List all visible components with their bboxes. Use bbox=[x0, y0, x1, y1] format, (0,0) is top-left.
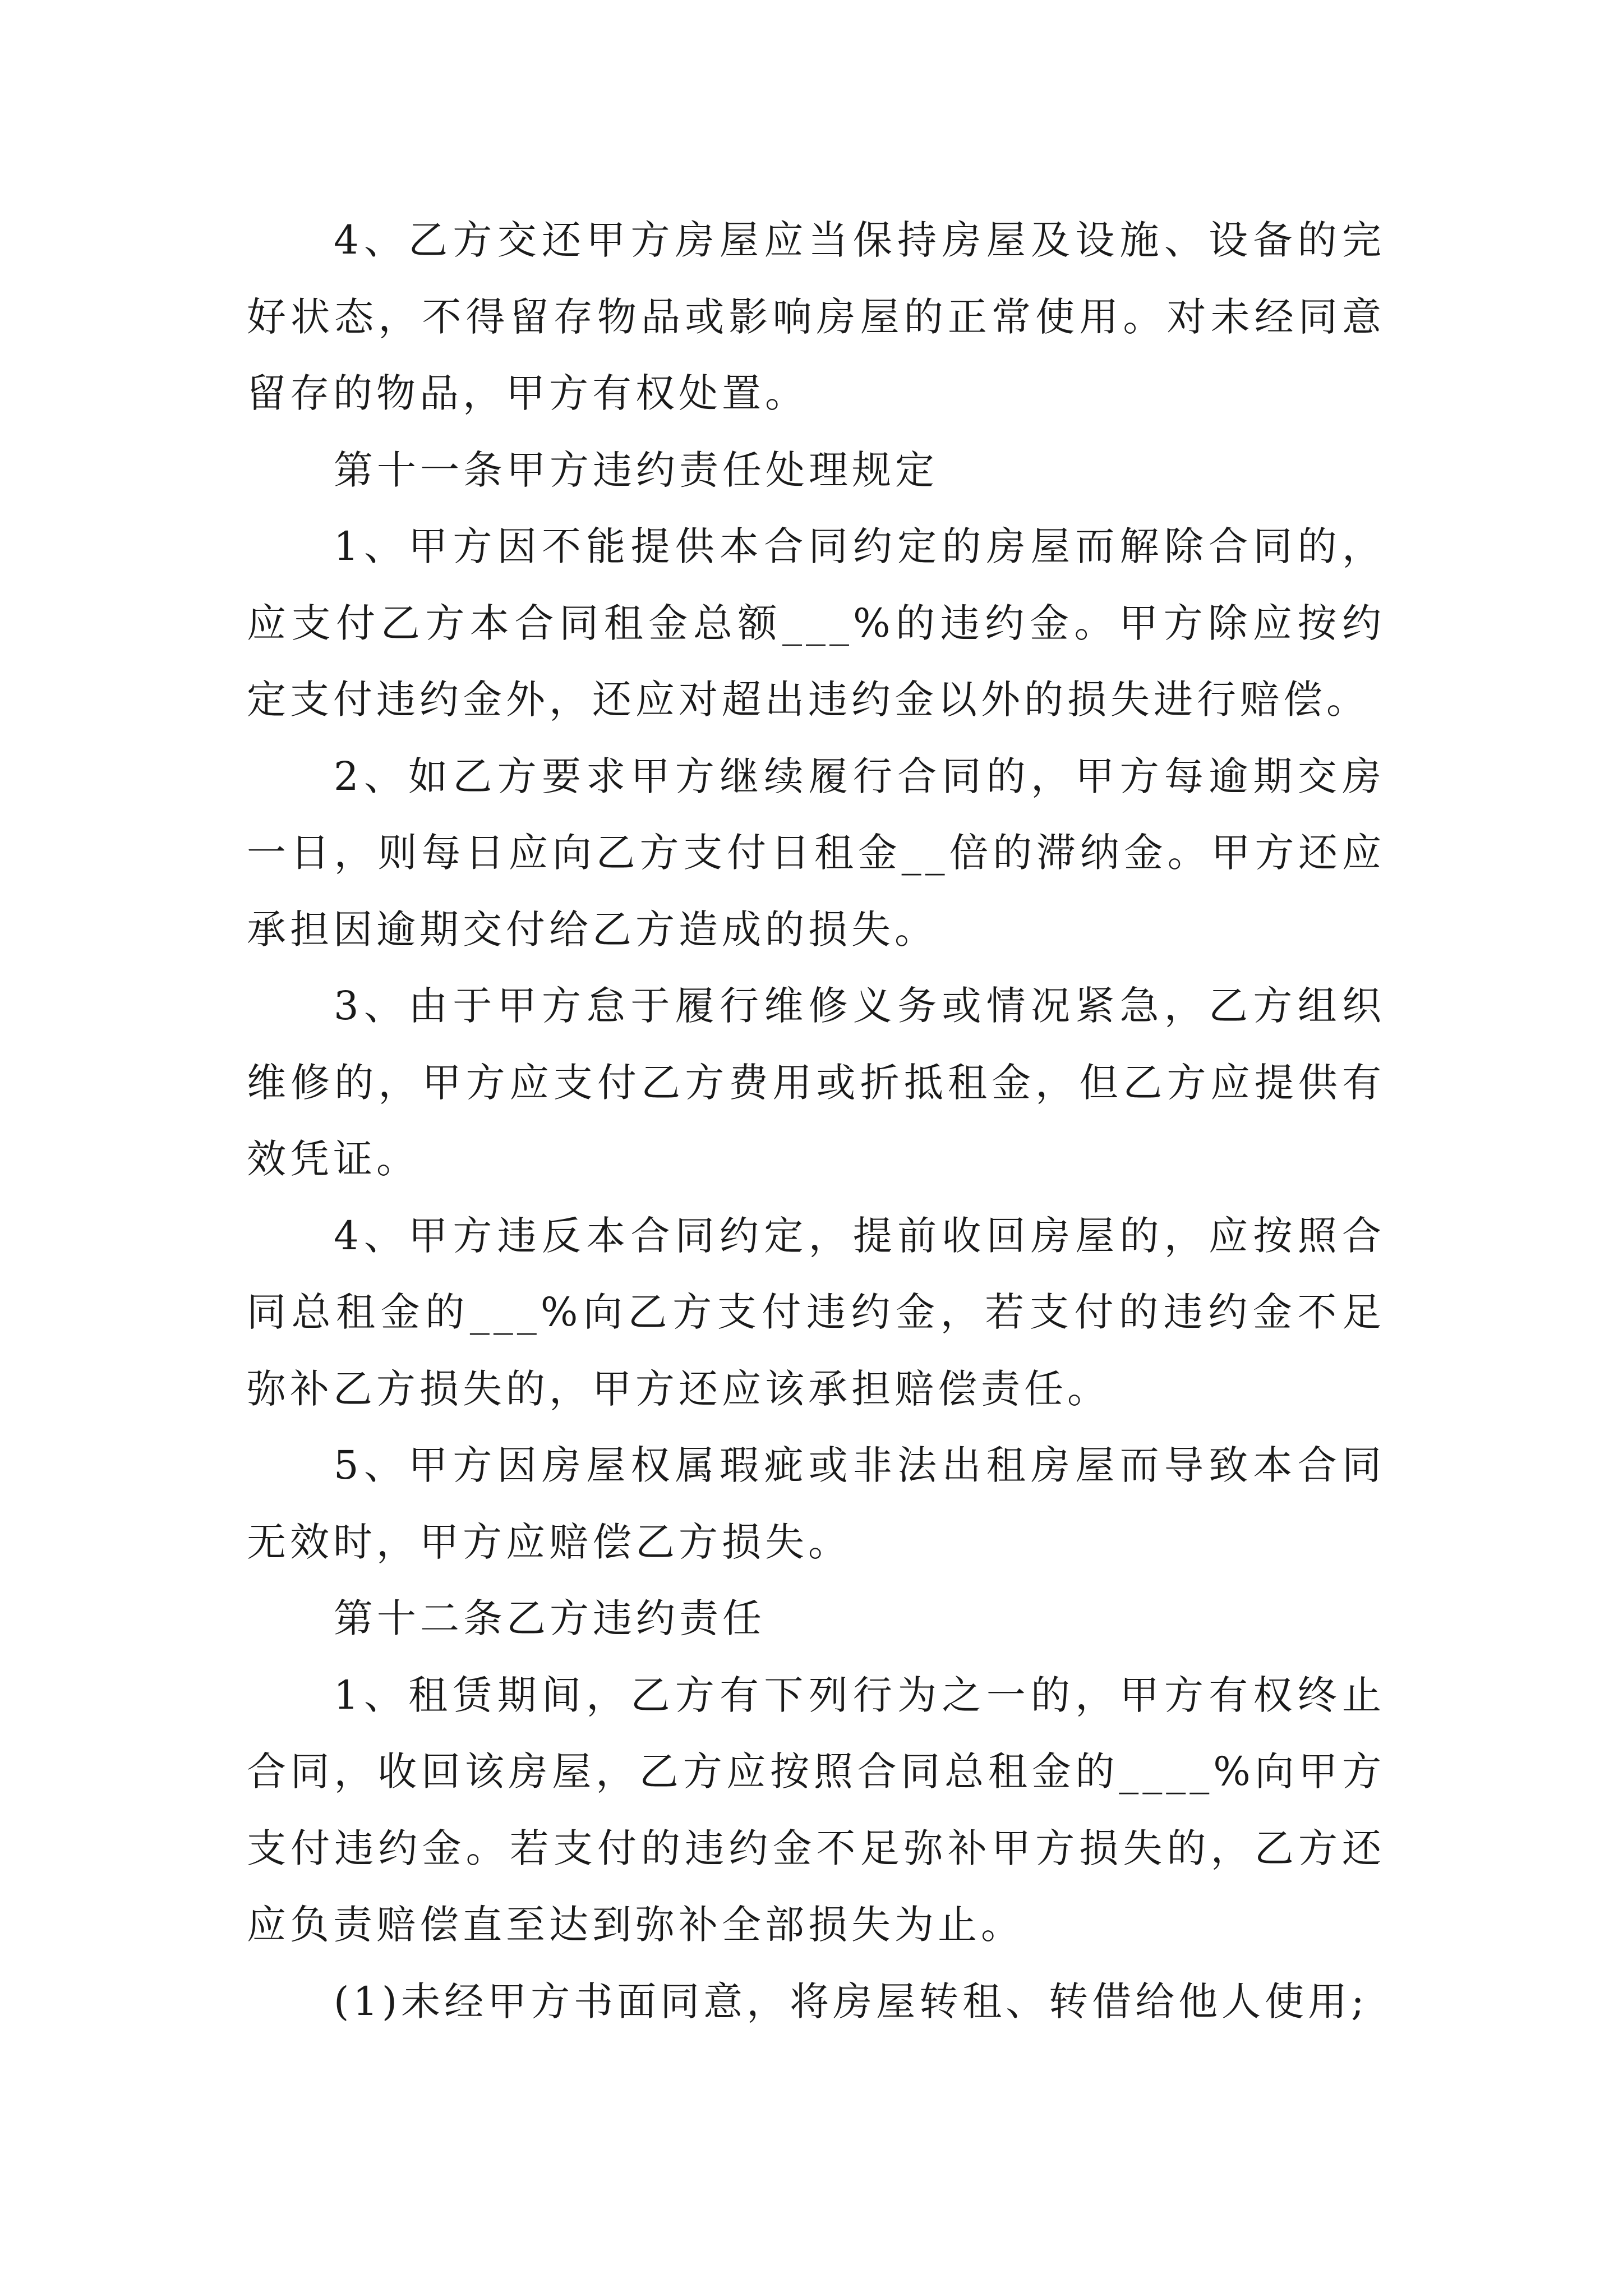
section-heading-article-11: 第十一条甲方违约责任处理规定 bbox=[334, 447, 938, 493]
paragraph-art11-clause-3: 3、由于甲方怠于履行维修义务或情况紧急，乙方组织维修的，甲方应支付乙方费用或折抵租金，但乙方应提供有效凭证。 bbox=[247, 983, 1385, 1182]
paragraph-art11-clause-4: 4、甲方违反本合同约定，提前收回房屋的，应按照合同总租金的___%向乙方支付违约金，若支付的违约金不足弥补乙方损失的，甲方还应该承担赔偿责任。 bbox=[247, 1212, 1385, 1412]
paragraph-art11-clause-2: 2、如乙方要求甲方继续履行合同的，甲方每逾期交房一日，则每日应向乙方支付日租金__倍的滞纳金。甲方还应承担因逾期交付给乙方造成的损失。 bbox=[247, 753, 1385, 953]
paragraph-return-condition: 4、乙方交还甲方房屋应当保持房屋及设施、设备的完好状态，不得留存物品或影响房屋的正常使用。对未经同意留存的物品，甲方有权处置。 bbox=[247, 217, 1385, 416]
paragraph-art12-item-1: (1)未经甲方书面同意，将房屋转租、转借给他人使用; bbox=[334, 1978, 1368, 2024]
paragraph-art12-clause-1: 1、租赁期间，乙方有下列行为之一的，甲方有权终止合同，收回该房屋，乙方应按照合同总租金的____%向甲方支付违约金。若支付的违约金不足弥补甲方损失的，乙方还应负责赔偿直至达到弥补全部损失为止。 bbox=[247, 1672, 1385, 1948]
section-heading-article-12: 第十二条乙方违约责任 bbox=[334, 1595, 766, 1641]
document-body bbox=[247, 202, 1385, 2040]
paragraph-art11-clause-1: 1、甲方因不能提供本合同约定的房屋而解除合同的，应支付乙方本合同租金总额___%的违约金。甲方除应按约定支付违约金外，还应对超出违约金以外的损失进行赔偿。 bbox=[247, 523, 1385, 723]
paragraph-art11-clause-5: 5、甲方因房屋权属瑕疵或非法出租房屋而导致本合同无效时，甲方应赔偿乙方损失。 bbox=[247, 1442, 1385, 1565]
